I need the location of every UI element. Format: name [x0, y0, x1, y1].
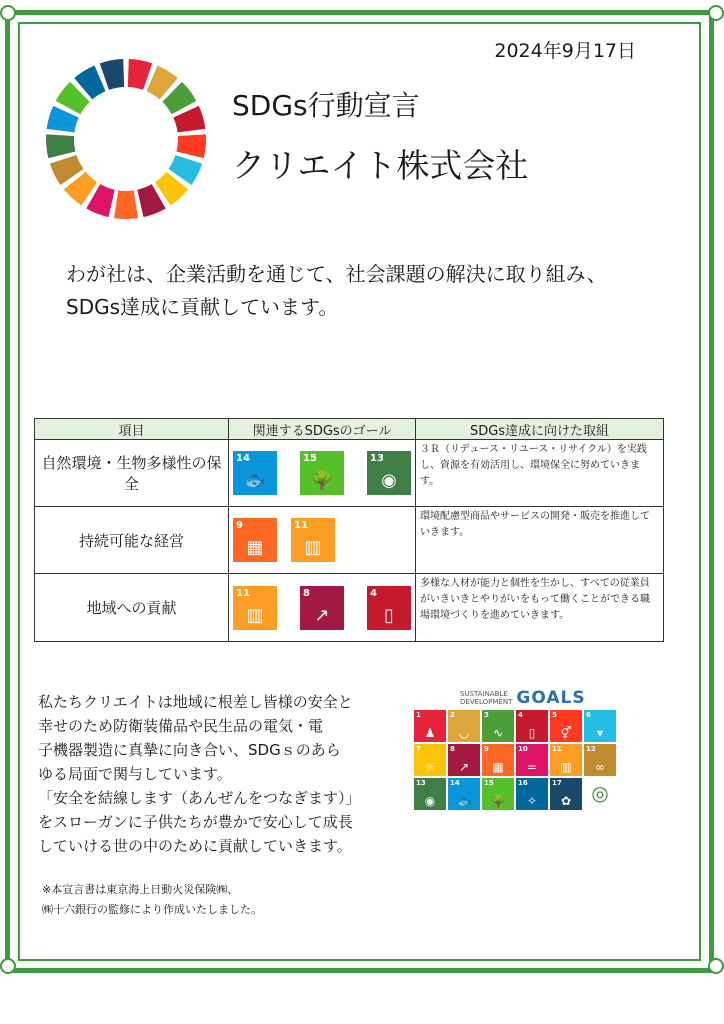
goals-poster-subtitle [460, 690, 512, 706]
sdg-goal-12-tile [584, 744, 616, 776]
sdg-goal-16-tile [516, 778, 548, 810]
sdg-goal-4-tile [516, 710, 548, 742]
statement-line: 私たちクリエイトは地域に根差し皆様の安全と [38, 693, 353, 711]
sdg-goal-14-badge [233, 451, 277, 495]
border-corner-ornament [708, 958, 724, 974]
goal-number: 11 [552, 745, 562, 753]
sdg-goal-17-tile [550, 778, 582, 810]
sdg-table [34, 418, 664, 642]
sdg-goal-6-tile [584, 710, 616, 742]
wheel-segment [114, 190, 138, 219]
table-row [35, 440, 664, 507]
bowl-icon: ◡ [458, 726, 470, 740]
goals-grid [414, 710, 626, 810]
sdg-goal-13-badge [367, 451, 411, 495]
header-actions: SDGs達成に向けた取組 [416, 419, 664, 440]
header-goals: 関連するSDGsのゴール [229, 419, 416, 440]
goal-number: 2 [450, 711, 455, 719]
sdg-goal-7-tile [414, 744, 446, 776]
company-name: クリエイト株式会社 [232, 146, 529, 185]
eye-globe-icon: ◉ [424, 794, 436, 808]
goal-number: 4 [518, 711, 523, 719]
statement-line: していける世の中のために貢献していきます。 [38, 837, 352, 855]
statement-line: 子機器製造に真摯に向き合い、SDGｓのあら [38, 741, 341, 759]
goal-number: 3 [484, 711, 489, 719]
footnote-line: ※本宣言書は東京海上日動火災保険㈱、 [42, 883, 239, 896]
goal-number: 8 [450, 745, 455, 753]
border-corner-ornament [0, 958, 16, 974]
goal-number: 1 [416, 711, 421, 719]
sdg-wheel-icon: ◎ [591, 781, 609, 805]
sdg-goal-8-badge [300, 586, 344, 630]
infinity-icon: ∞ [595, 760, 605, 774]
sdg-goal-11-badge [233, 586, 277, 630]
cubes-icon: ▦ [492, 760, 504, 774]
sun-icon: ☼ [424, 760, 436, 774]
goal-number: 11 [236, 587, 250, 599]
sdg-goal-11-badge [291, 518, 335, 562]
wheel-segment [100, 59, 124, 90]
goals-sub2: DEVELOPMENT [460, 698, 513, 706]
goal-number: 13 [370, 453, 384, 464]
wheel-segment [46, 134, 76, 158]
goal-number: 7 [416, 745, 421, 753]
sdg-goal-13-tile [414, 778, 446, 810]
buildings-icon: ▥ [304, 537, 322, 558]
border-corner-ornament [0, 5, 16, 21]
sdg-goal-15-badge [300, 451, 344, 495]
book-icon: ▯ [528, 726, 536, 740]
goal-icons [229, 586, 415, 630]
table-row [35, 574, 664, 642]
statement-line: をスローガンに子供たちが豊かで安心して成長 [38, 813, 353, 831]
goal-number: 8 [303, 587, 310, 599]
goal-number: 13 [416, 779, 426, 787]
goal-number: 5 [552, 711, 557, 719]
buildings-icon: ▥ [560, 760, 572, 774]
statement-line: ゆる局面で関与しています。 [38, 765, 232, 783]
sdg-goals-poster [414, 690, 626, 810]
goal-number: 17 [552, 779, 562, 787]
intro-line: わが社は、企業活動を通じて、社会課題の解決に取り組み、 [66, 262, 607, 286]
sdg-goal-15-tile [482, 778, 514, 810]
wheel-segment [176, 134, 206, 158]
sdg-goal-9-badge [233, 518, 277, 562]
sdg-wheel-logo [45, 58, 207, 220]
goal-number: 10 [518, 745, 528, 753]
footnote [42, 880, 362, 920]
goal-number: 14 [450, 779, 460, 787]
flower-icon: ✿ [560, 794, 572, 808]
goal-number: 6 [586, 711, 591, 719]
row-action: 環境配慮型商品やサービスの開発・販売を推進していきます。 [416, 507, 664, 574]
intro-text [66, 258, 666, 324]
water-icon: ▾ [596, 726, 604, 740]
table-header-row [35, 419, 664, 440]
growth-chart-icon: ↗ [314, 604, 330, 626]
sdg-goal-14-tile [448, 778, 480, 810]
table-row [35, 507, 664, 574]
goal-number: 11 [294, 520, 308, 531]
goal-icons [229, 518, 415, 562]
header-item: 項目 [35, 419, 229, 440]
row-item: 地域への貢献 [35, 574, 229, 642]
goal-number: 4 [370, 587, 377, 599]
sdg-goal-5-tile [550, 710, 582, 742]
cubes-icon: ▦ [246, 537, 264, 558]
sdg-goal-8-tile [448, 744, 480, 776]
sdg-goal-11-tile [550, 744, 582, 776]
statement-line: 「安全を結線します（あんぜんをつなぎます）」 [38, 789, 361, 807]
goal-number: 14 [236, 453, 250, 464]
row-item: 持続可能な経営 [35, 507, 229, 574]
sdg-goal-2-tile [448, 710, 480, 742]
growth-chart-icon: ↗ [458, 760, 470, 774]
row-action: 多様な人材が能力と個性を生かし、すべての従業員がいきいきとやりがいをもって働くことができる職場環境づくりを進めていきます。 [416, 574, 664, 642]
goal-number: 9 [236, 520, 243, 531]
border-corner-ornament [708, 5, 724, 21]
sdg-goal-10-tile [516, 744, 548, 776]
fish-icon: 🐟 [243, 470, 267, 491]
sdg-goal-1-tile [414, 710, 446, 742]
footnote-line: ㈱十六銀行の監修により作成いたしました。 [42, 903, 262, 916]
goal-number: 15 [484, 779, 494, 787]
row-goals [229, 440, 416, 507]
tree-icon: 🌳 [310, 470, 334, 491]
dove-icon: ✧ [526, 794, 538, 808]
document-date: 2024年9月17日 [494, 40, 636, 62]
eye-globe-icon: ◉ [381, 470, 397, 491]
goal-number: 16 [518, 779, 528, 787]
row-item: 自然環境・生物多様性の保全 [35, 440, 229, 507]
equal-icon: = [526, 760, 538, 774]
row-goals [229, 574, 416, 642]
document-title: SDGs行動宣言 [232, 89, 420, 122]
goals-poster-header [460, 690, 626, 706]
heartbeat-icon: ∿ [492, 726, 504, 740]
goal-number: 15 [303, 453, 317, 464]
book-icon: ▯ [384, 604, 394, 626]
statement-paragraph [38, 690, 378, 858]
goal-number: 12 [586, 745, 596, 753]
row-goals [229, 507, 416, 574]
people-icon: ♟ [424, 726, 436, 740]
tree-icon: 🌳 [490, 794, 506, 808]
sdg-logo-tile [584, 778, 616, 810]
gender-icon: ⚥ [560, 726, 572, 740]
buildings-icon: ▥ [246, 604, 264, 626]
goal-number: 9 [484, 745, 489, 753]
row-action: ３Ｒ（リデュース・リユース・リサイクル）を実践し、資源を有効活用し、環境保全に努めていきます。 [416, 440, 664, 507]
goal-icons [229, 451, 415, 495]
statement-line: 幸せのため防衛装備品や民生品の電気・電 [38, 717, 324, 735]
goals-wordmark: GOALS [516, 688, 586, 708]
sdg-goal-9-tile [482, 744, 514, 776]
intro-line: SDGs達成に貢献しています。 [66, 295, 339, 319]
sdg-goal-4-badge [367, 586, 411, 630]
wheel-segment [128, 59, 152, 90]
goals-sub1: SUSTAINABLE [460, 690, 508, 698]
fish-icon: 🐟 [456, 794, 472, 808]
sdg-goal-3-tile [482, 710, 514, 742]
